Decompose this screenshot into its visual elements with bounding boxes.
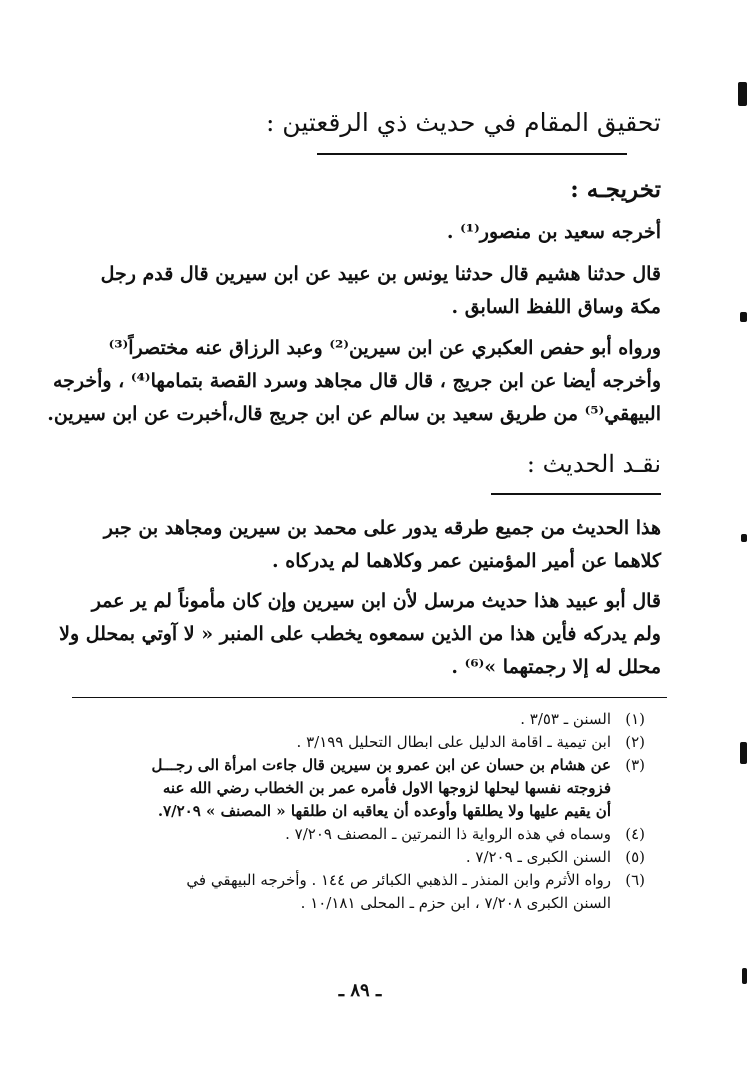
page-number: ـ ٨٩ ـ	[338, 980, 382, 1001]
footnote-text: وسماه في هذه الرواية ذا النمرتين ـ المصنف ٧/٢٠٩ .	[285, 825, 611, 843]
paragraph-5	[59, 585, 661, 684]
footnote-separator	[72, 697, 667, 698]
footnote-number: (٥)	[625, 848, 645, 866]
footnote-number: (٤)	[625, 825, 645, 843]
scan-edge-mark	[738, 82, 747, 106]
footnotes	[75, 708, 645, 915]
scan-edge-mark	[742, 968, 747, 984]
footnote-item	[75, 754, 645, 823]
footnote-item	[75, 708, 645, 731]
page-title: تحقيق المقام في حديث ذي الرقعتين :	[265, 108, 661, 137]
paragraph-2-line: قال حدثنا هشيم قال حدثنا يونس بن عبيد عن ابن سيرين قال قدم رجل	[100, 263, 661, 285]
footnote-text: ابن تيمية ـ اقامة الدليل على ابطال التحليل ٣/١٩٩ .	[296, 733, 611, 751]
footnote-item	[75, 846, 645, 869]
footnote-text: رواه الأثرم وابن المنذر ـ الذهبي الكبائر ص ١٤٤ . وأخرجه البيهقي في	[186, 871, 611, 889]
footnote-text: أن يقيم عليها ولا يطلقها وأوعده أن يعاقبه ان طلقها « المصنف » ٧/٢٠٩.	[157, 802, 611, 820]
paragraph-2-line: مكة وساق اللفظ السابق .	[451, 296, 661, 318]
title-underline	[317, 153, 627, 155]
paragraph-3-line: وأخرجه أيضا عن ابن جريج ، قال قال مجاهد وسرد القصة بتمامها⁽⁴⁾ ، وأخرجه	[52, 370, 661, 392]
footnote-item	[75, 731, 645, 754]
paragraph-5-line: قال أبو عبيد هذا حديث مرسل لأن ابن سيرين وإن كان مأموناً لم ير عمر	[91, 590, 661, 612]
footnote-number: (١)	[625, 710, 645, 728]
scan-edge-mark	[740, 312, 747, 322]
paragraph-3	[47, 332, 661, 431]
paragraph-1: أخرجه سعيد بن منصور⁽¹⁾ .	[446, 221, 661, 243]
paragraph-5-line: محلل له إلا رجمتهما »⁽⁶⁾ .	[451, 656, 661, 678]
paragraph-4-line: كلاهما عن أمير المؤمنين عمر وكلاهما لم يدركاه .	[272, 550, 661, 572]
footnote-item	[75, 823, 645, 846]
footnote-text: فزوجته نفسها ليحلها لزوجها الاول فأمره عمر بن الخطاب رضي الله عنه	[162, 779, 611, 797]
footnote-item	[75, 869, 645, 915]
footnote-text: السنن ـ ٣/٥٣ .	[520, 710, 611, 728]
scan-edge-mark	[741, 534, 747, 542]
footnote-number: (٢)	[625, 733, 645, 751]
paragraph-2	[81, 258, 661, 324]
footnote-number: (٦)	[625, 871, 645, 889]
section-heading-naqd: نقـد الحديث :	[526, 450, 661, 478]
paragraph-5-line: ولم يدركه فأين هذا من الذين سمعوه يخطب على المنبر « لا آوتي بمحلل ولا	[59, 623, 661, 645]
footnote-number: (٣)	[625, 756, 645, 774]
paragraph-4-line: هذا الحديث من جميع طرقه يدور على محمد بن سيرين ومجاهد بن جبر	[103, 517, 661, 539]
paragraph-3-line: ورواه أبو حفص العكبري عن ابن سيرين⁽²⁾ وعبد الرزاق عنه مختصراً⁽³⁾	[108, 337, 661, 359]
paragraph-3-line: البيهقي⁽⁵⁾ من طريق سعيد بن سالم عن ابن جريج قال،أخبرت عن ابن سيرين.	[47, 403, 661, 425]
scan-edge-mark	[740, 742, 747, 764]
paragraph-4	[81, 512, 661, 578]
footnote-text: السنن الكبرى ـ ٧/٢٠٩ .	[465, 848, 611, 866]
footnote-text: عن هشام بن حسان عن ابن عمرو بن سيرين قال جاءت امرأة الى رجـــل	[151, 756, 611, 774]
section-underline	[491, 493, 661, 495]
section-heading-takhrij: تخريجـه :	[570, 176, 661, 203]
footnote-text: السنن الكبرى ٧/٢٠٨ ، ابن حزم ـ المحلى ١٠/١٨١ .	[300, 894, 611, 912]
